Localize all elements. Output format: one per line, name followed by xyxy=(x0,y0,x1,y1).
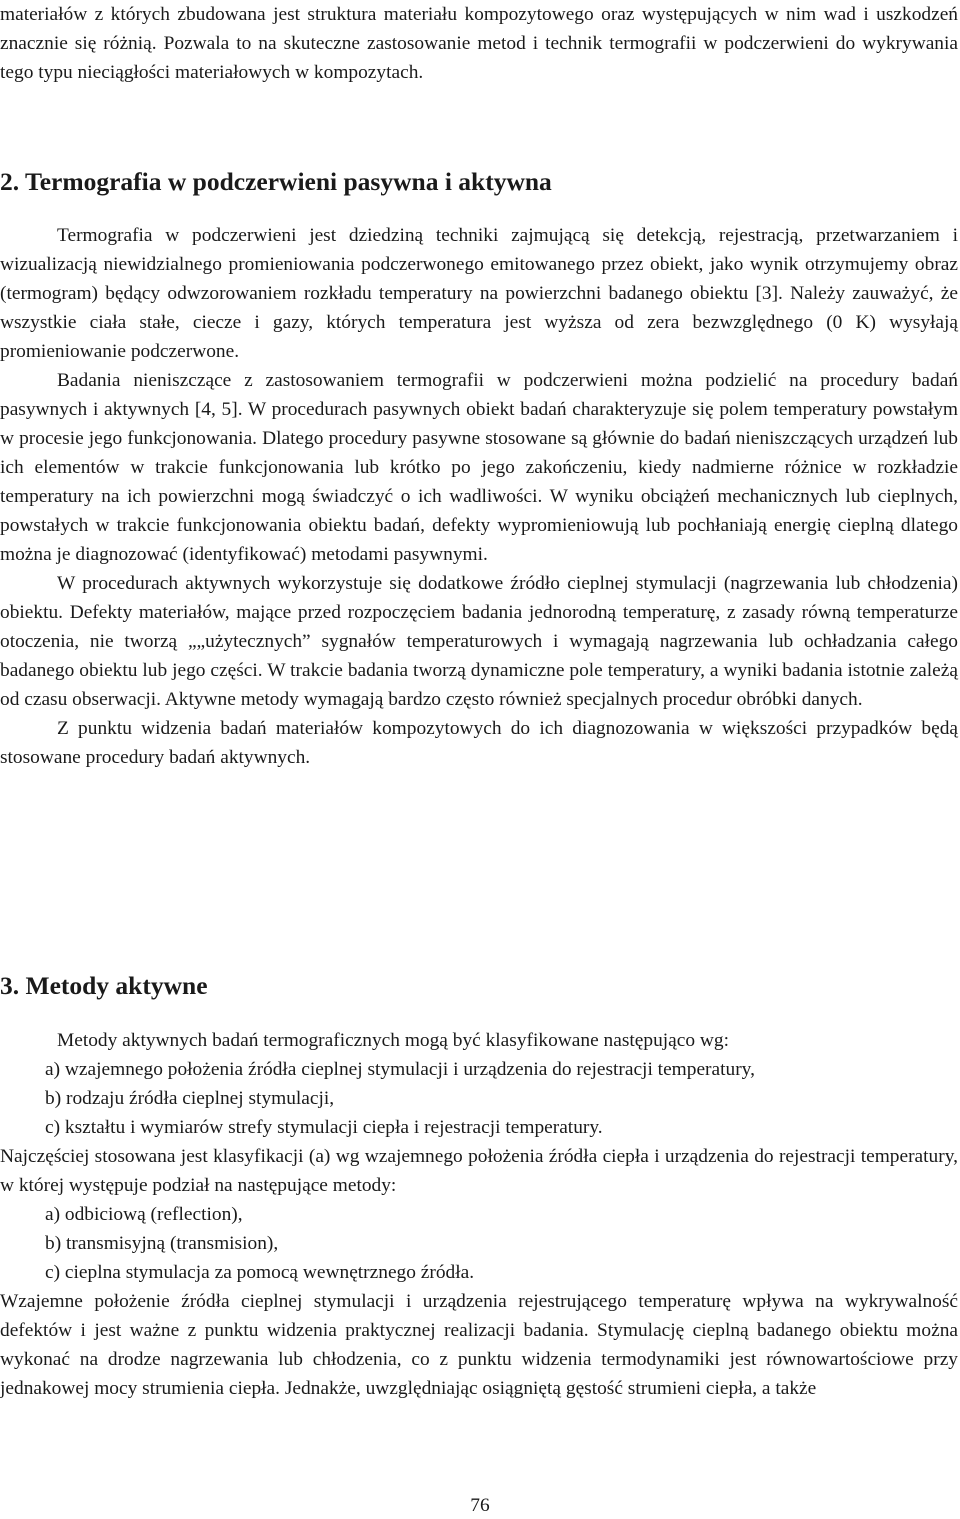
section-2-heading: 2. Termografia w podczerwieni pasywna i aktywna xyxy=(0,167,552,196)
intro-paragraph: materiałów z których zbudowana jest struktura materiału kompozytowego oraz występujących w nim wad i uszkodzeń znacznie się różnią. Pozwala to na skuteczne zastosowanie metod i technik termografii w podczerwieni do wykrywania tego typu nieciągłości materiałowych w kompozytach. xyxy=(0,4,958,83)
section-3-lead: Metody aktywnych badań termograficznych mogą być klasyfikowane następująco wg: xyxy=(57,1030,729,1051)
method-item-b: b) transmisyjną (transmision), xyxy=(45,1233,279,1254)
section-2-paragraph-1: Termografia w podczerwieni jest dziedziną techniki zajmującą się detekcją, rejestracją, przetwarzaniem i wizualizacją niewidzialnego promieniowania podczerwonego emitowanego przez obiekt, jako wynik otrzymujemy obraz (termogram) będący odwzorowaniem rozkładu temperatury na powierzchni badanego obiektu [3]. Należy zauważyć, że wszystkie ciała stałe, ciecze i gazy, których temperatura jest wyższa od zera bezwzględnego (0 K) wysyłają promieniowanie podczerwone. xyxy=(0,225,958,362)
section-2-paragraph-3: W procedurach aktywnych wykorzystuje się dodatkowe źródło cieplnej stymulacji (nagrzewania lub chłodzenia) obiektu. Defekty materiałów, mające przed rozpoczęciem badania jednorodną temperaturę, z zasady równą temperaturze otoczenia, nie tworzą „„użytecznych” sygnałów temperaturowych i wymagają nagrzewania lub ochładzania całego badanego obiektu lub jego części. W trakcie badania tworzą dynamiczne pole temperatury, a wyniki badania istotnie zależą od czasu obserwacji. Aktywne metody wymagają bardzo często również specjalnych procedur obróbki danych. xyxy=(0,573,958,710)
section-2-body xyxy=(0,221,958,772)
page-number: 76 xyxy=(470,1495,490,1516)
section-2-paragraph-4: Z punktu widzenia badań materiałów kompozytowych do ich diagnozowania w większości przypadków będą stosowane procedury badań aktywnych. xyxy=(0,718,958,768)
intro-block xyxy=(0,0,958,87)
method-item-c: c) cieplna stymulacja za pomocą wewnętrznego źródła. xyxy=(45,1262,475,1283)
section-3-heading: 3. Metody aktywne xyxy=(0,971,208,1000)
section-3-body xyxy=(0,1026,958,1403)
method-item-a: a) odbiciową (reflection), xyxy=(45,1204,243,1225)
section-2-paragraph-2: Badania nieniszczące z zastosowaniem termografii w podczerwieni można podzielić na procedury badań pasywnych i aktywnych [4, 5]. W procedurach pasywnych obiekt badań charakteryzuje się polem temperatury powstałym w procesie jego funkcjonowania. Dlatego procedury pasywne stosowane są głównie do badań nieniszczących urządzeń lub ich elementów w trakcie funkcjonowania lub krótko po jego zakończeniu, kiedy nadmierne różnice w rozkładzie temperatury na ich powierzchni mogą świadczyć o ich wadliwości. W wyniku obciążeń mechanicznych lub cieplnych, powstałych w trakcie funkcjonowania obiektu badań, defekty wypromieniowują lub pochłaniają energię cieplną dlatego można je diagnozować (identyfikować) metodami pasywnymi. xyxy=(0,370,958,565)
criteria-item-c: c) kształtu i wymiarów strefy stymulacji ciepła i rejestracji temperatury. xyxy=(45,1117,603,1138)
criteria-item-a: a) wzajemnego położenia źródła cieplnej stymulacji i urządzenia do rejestracji temperatury, xyxy=(45,1059,755,1080)
closing-paragraph: Wzajemne położenie źródła cieplnej stymulacji i urządzenia rejestrującego temperaturę wpływa na wykrywalność defektów i jest ważne z punktu widzenia praktycznej realizacji badania. Stymulację cieplną badanego obiektu można wykonać na drodze nagrzewania lub chłodzenia, co z punktu widzenia termodynamiki jest równowartościowe przy jednakowej mocy strumienia ciepła. Jednakże, uwzględniając osiągniętą gęstość strumieni ciepła, a także xyxy=(0,1291,958,1399)
classification-paragraph: Najczęściej stosowana jest klasyfikacji (a) wg wzajemnego położenia źródła ciepła i urządzenia do rejestracji temperatury, w której występuje podział na następujące metody: xyxy=(0,1146,958,1196)
criteria-item-b: b) rodzaju źródła cieplnej stymulacji, xyxy=(45,1088,335,1109)
